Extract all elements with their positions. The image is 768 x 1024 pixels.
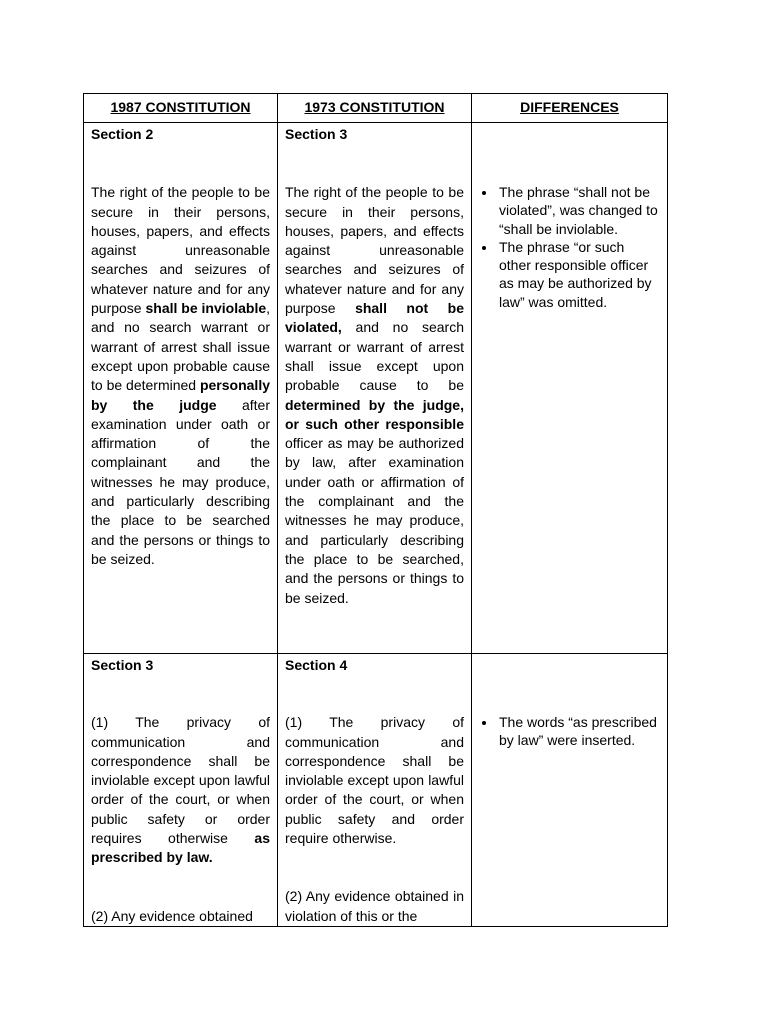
list-item: • The phrase “shall not be violated”, was changed to “shall be inviolable. (497, 183, 660, 238)
section-text-continued: (2) Any evidence obtained (91, 907, 253, 924)
cell-1987-section2 (84, 123, 278, 654)
table-row (84, 654, 668, 927)
section-text: The right of the people to be secure in their persons, houses, papers, and effects against unreasonable searches and seizures of whatever nature and for any purpose shall not be violated, and no search warrant or warrant of arrest shall issue except upon probable cause to be determined by the judge, or such other responsible officer as may be authorized by law, after examination under oath or affirmation of the complainant and the witnesses he may produce, and particularly describing the place to be searched, and the persons or things to be seized. (285, 184, 464, 606)
section-text: (1) The privacy of communication and correspondence shall be inviolable except upon lawful order of the court, or when public safety or order requires otherwise as prescribed by law. (91, 714, 270, 866)
header-differences: DIFFERENCES (472, 94, 668, 123)
section-label: Section 4 (285, 657, 348, 673)
cell-1987-section3 (84, 654, 278, 927)
section-label: Section 2 (91, 126, 154, 142)
differences-list (479, 183, 660, 311)
section-label: Section 3 (285, 126, 348, 142)
section-text: (1) The privacy of communication and correspondence shall be inviolable except upon lawful order of the court, or when public safety and order require otherwise. (285, 714, 464, 847)
section-text-continued: (2) Any evidence obtained in violation of this or the (285, 888, 464, 924)
header-row (84, 94, 668, 123)
header-1987: 1987 CONSTITUTION (84, 94, 278, 123)
differences-list (479, 713, 660, 750)
cell-differences-2 (472, 654, 668, 927)
comparison-table (83, 93, 668, 927)
header-1973: 1973 CONSTITUTION (278, 94, 472, 123)
section-label: Section 3 (91, 657, 154, 673)
cell-differences-1 (472, 123, 668, 654)
cell-1973-section3 (278, 123, 472, 654)
section-text: The right of the people to be secure in their persons, houses, papers, and effects against unreasonable searches and seizures of whatever nature and for any purpose shall be inviolable, and no search warrant or warrant of arrest shall issue except upon probable cause to be determined personally by the judge after examination under oath or affirmation of the complainant and the witnesses he may produce, and particularly describing the place to be searched and the persons or things to be seized. (91, 184, 271, 567)
table-row (84, 123, 668, 654)
cell-1973-section4 (278, 654, 472, 927)
list-item: • The phrase “or such other responsible officer as may be authorized by law” was omitted. (497, 238, 660, 311)
list-item: • The words “as prescribed by law” were inserted. (497, 713, 660, 750)
